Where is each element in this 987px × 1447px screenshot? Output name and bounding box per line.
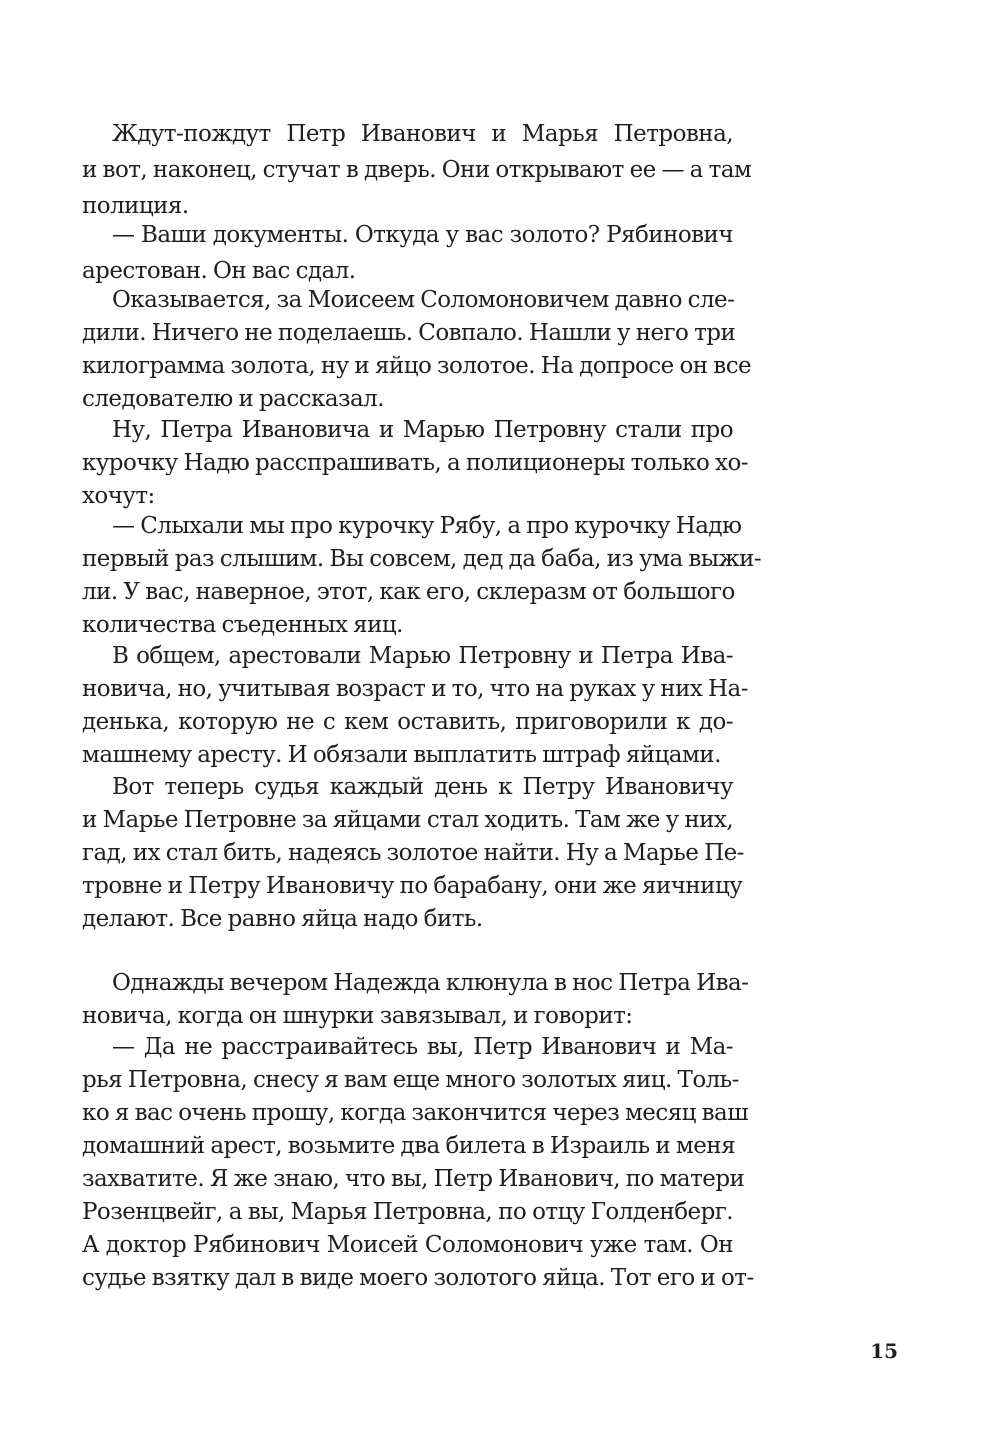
text-line: хочут: (82, 483, 155, 509)
text-line: дили. Ничего не поделаешь. Совпало. Нашли у него три (82, 320, 736, 346)
text-line: рья Петровна, снесу я вам еще много золотых яиц. Толь- (82, 1067, 739, 1093)
text-line: полиция. (82, 193, 189, 219)
text-line: и Марье Петровне за яйцами стал ходить. Там же у них, (82, 807, 734, 833)
text-line: курочку Надю расспрашивать, а полиционеры только хо- (82, 450, 748, 476)
text-line: А доктор Рябинович Моисей Соломонович уже там. Он (82, 1232, 733, 1258)
text-line: гад, их стал бить, надеясь золотое найти. Ну а Марье Пе- (82, 840, 744, 866)
text-line: Ну, Петра Ивановича и Марью Петровну стали про (112, 417, 733, 443)
text-line: новича, но, учитывая возраст и то, что на руках у них На- (82, 676, 748, 702)
text-line: домашний арест, возьмите два билета в Израиль и меня (82, 1133, 736, 1159)
text-line: делают. Все равно яйца надо бить. (82, 906, 483, 932)
text-line: — Слыхали мы про курочку Рябу, а про курочку Надю (112, 513, 742, 539)
text-line: новича, когда он шнурки завязывал, и говорит: (82, 1003, 633, 1029)
text-line: Оказывается, за Моисеем Соломоновичем давно сле- (112, 287, 735, 313)
text-line: Розенцвейг, а вы, Марья Петровна, по отцу Голденберг. (82, 1199, 733, 1225)
text-line: Ждут-пождут Петр Иванович и Марья Петровна, (112, 121, 733, 147)
text-line: судье взятку дал в виде моего золотого яйца. Тот его и от- (82, 1265, 754, 1291)
text-line: тровне и Петру Ивановичу по барабану, они же яичницу (82, 873, 743, 899)
page-number: 15 (870, 1339, 898, 1363)
text-line: и вот, наконец, стучат в дверь. Они открывают ее — а там (82, 157, 752, 183)
text-line: захватите. Я же знаю, что вы, Петр Иванович, по матери (82, 1166, 745, 1192)
text-line: — Да не расстраивайтесь вы, Петр Иванович и Ма- (112, 1034, 733, 1060)
text-line: ли. У вас, наверное, этот, как его, склеразм от большого (82, 579, 735, 605)
text-line: — Ваши документы. Откуда у вас золото? Рябинович (112, 222, 733, 248)
text-line: денька, которую не с кем оставить, приговорили к до- (82, 709, 733, 735)
text-line: первый раз слышим. Вы совсем, дед да баба, из ума выжи- (82, 546, 762, 572)
text-line: килограмма золота, ну и яйцо золотое. На допросе он все (82, 353, 752, 379)
text-line: количества съеденных яиц. (82, 612, 403, 638)
text-line: Вот теперь судья каждый день к Петру Ивановичу (112, 774, 733, 800)
text-line: машнему аресту. И обязали выплатить штраф яйцами. (82, 742, 721, 768)
text-line: В общем, арестовали Марью Петровну и Петра Ива- (112, 643, 733, 669)
text-line: арестован. Он вас сдал. (82, 258, 356, 284)
text-line: Однажды вечером Надежда клюнула в нос Петра Ива- (112, 970, 749, 996)
text-line: ко я вас очень прошу, когда закончится через месяц ваш (82, 1100, 749, 1126)
text-line: следователю и рассказал. (82, 386, 384, 412)
